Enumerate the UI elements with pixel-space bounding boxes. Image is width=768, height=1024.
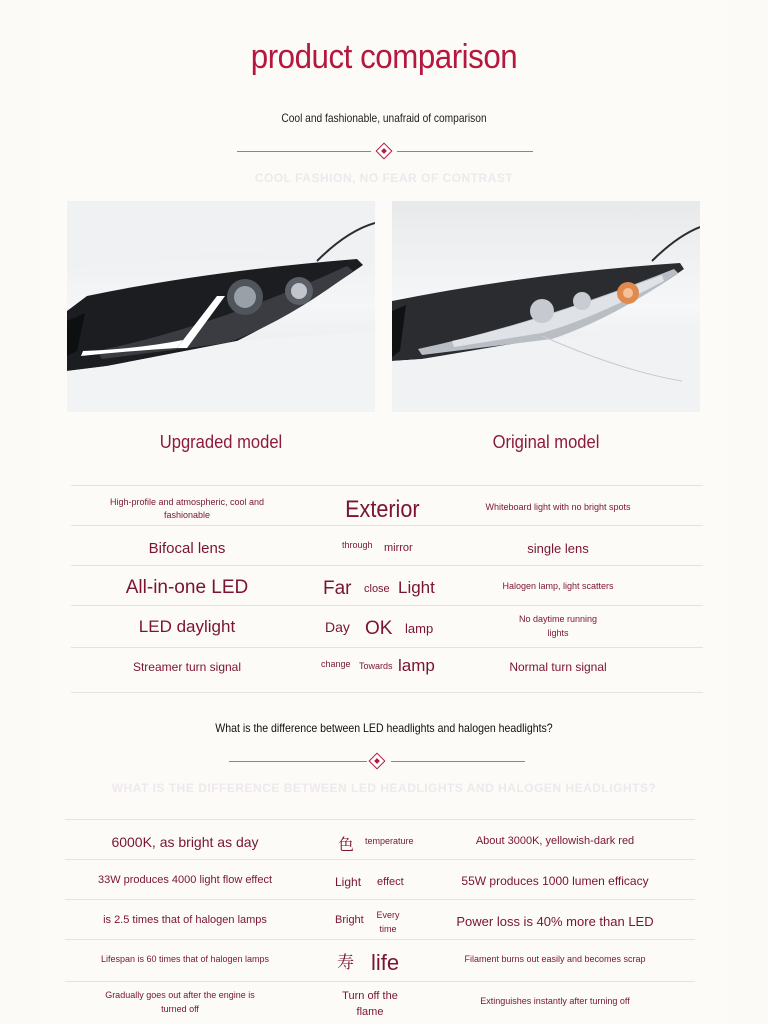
feature-word: Bright xyxy=(335,914,364,926)
table-row xyxy=(65,939,695,982)
feature-word: through xyxy=(342,540,373,550)
upgraded-cell: High-profile and atmospheric, cool and fashionable xyxy=(109,497,265,520)
feature-word: lamp xyxy=(398,656,435,675)
feature-word: OK xyxy=(365,618,393,639)
comparison-page xyxy=(40,0,728,1024)
table-row xyxy=(65,859,695,900)
table-row xyxy=(71,647,703,693)
ghost-question: WHAT IS THE DIFFERENCE BETWEEN LED HEADLIGHTS AND HALOGEN HEADLIGHTS? xyxy=(111,781,657,795)
upgraded-model-label: Upgraded model xyxy=(159,432,283,452)
halogen-cell: Filament burns out easily and becomes scrap xyxy=(464,954,646,964)
feature-word: life xyxy=(371,950,400,975)
upgraded-cell: LED daylight xyxy=(138,617,236,636)
feature-word: Light xyxy=(335,875,362,889)
divider-mid xyxy=(229,754,525,768)
feature-word: effect xyxy=(377,876,404,888)
page-title: product comparison xyxy=(250,38,518,76)
halogen-cell: Power loss is 40% more than LED xyxy=(456,914,654,929)
halogen-cell: About 3000K, yellowish-dark red xyxy=(475,835,635,847)
upgraded-headlight-photo xyxy=(67,201,375,412)
upgraded-cell: Streamer turn signal xyxy=(132,660,242,674)
original-cell: Whiteboard light with no bright spots xyxy=(485,502,631,512)
feature-word: Every time xyxy=(376,910,400,934)
feature-word: change xyxy=(321,659,351,669)
table-row xyxy=(65,899,695,940)
question-heading: What is the difference between LED headlights and halogen headlights? xyxy=(215,721,553,735)
divider-top xyxy=(237,144,533,158)
original-headlight-photo xyxy=(392,201,700,412)
feature-word: Far xyxy=(323,578,352,599)
table-row xyxy=(71,605,703,648)
table-row xyxy=(71,565,703,606)
original-cell: single lens xyxy=(527,541,589,556)
comparison-table-1 xyxy=(71,485,703,691)
feature-word: Exterior xyxy=(345,496,420,523)
feature-word: Light xyxy=(398,578,435,597)
led-cell: 33W produces 4000 light flow effect xyxy=(97,874,273,886)
diamond-icon xyxy=(376,143,393,160)
feature-word: mirror xyxy=(384,542,413,554)
diamond-icon xyxy=(369,753,386,770)
feature-word: temperature xyxy=(365,836,414,846)
led-cell: is 2.5 times that of halogen lamps xyxy=(103,914,267,926)
upgraded-cell: All-in-one LED xyxy=(125,577,249,598)
original-model-label: Original model xyxy=(492,432,600,452)
original-cell: Halogen lamp, light scatters xyxy=(502,581,614,591)
feature-word: 寿 xyxy=(337,953,354,972)
led-cell: Gradually goes out after the engine is turned off xyxy=(105,990,255,1014)
feature-word: close xyxy=(364,583,390,595)
table-row xyxy=(71,485,703,526)
upgraded-cell: Bifocal lens xyxy=(148,540,226,557)
led-cell: Lifespan is 60 times that of halogen lamps xyxy=(100,954,270,964)
comparison-table-2 xyxy=(65,819,695,1024)
original-cell: No daytime running lights xyxy=(518,614,598,638)
feature-word: 色 xyxy=(338,837,355,854)
page-subtitle: Cool and fashionable, unafraid of comparison xyxy=(281,111,487,125)
feature-word: Towards xyxy=(359,661,393,671)
halogen-cell: Extinguishes instantly after turning off xyxy=(480,996,630,1006)
halogen-cell: 55W produces 1000 lumen efficacy xyxy=(461,874,649,888)
feature-word: Turn off the flame xyxy=(342,990,398,1018)
led-cell: 6000K, as bright as day xyxy=(111,834,259,850)
table-row xyxy=(65,981,695,1024)
table-row xyxy=(71,525,703,566)
feature-word: Day xyxy=(325,619,350,635)
ghost-subtitle: COOL FASHION, NO FEAR OF CONTRAST xyxy=(254,171,514,185)
feature-word: lamp xyxy=(405,621,434,636)
table-row xyxy=(65,819,695,860)
original-cell: Normal turn signal xyxy=(509,660,607,674)
